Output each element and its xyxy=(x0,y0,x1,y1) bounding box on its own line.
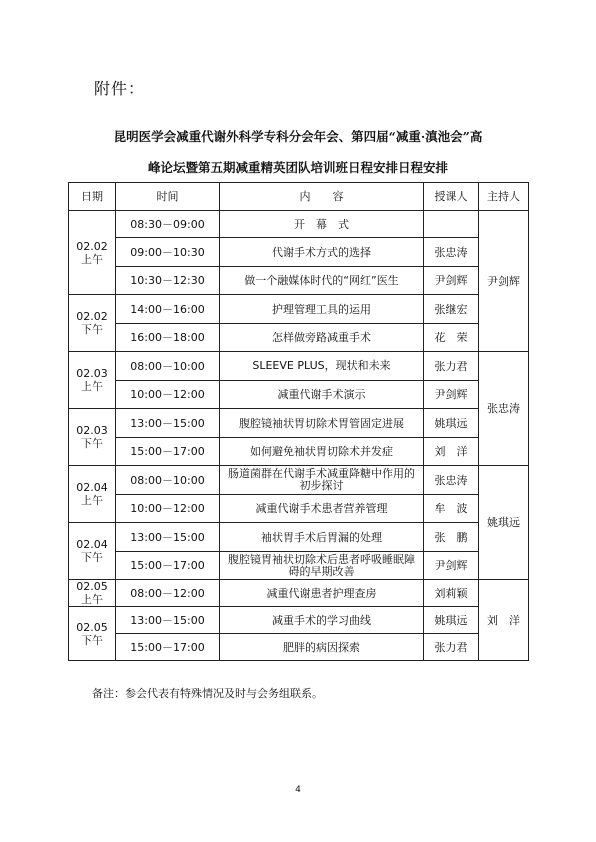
session-date: 02.02 上午 xyxy=(69,211,116,295)
session-time: 10:30－12:30 xyxy=(116,267,220,295)
session-date: 02.04 上午 xyxy=(69,466,116,523)
session-speaker: 张力君 xyxy=(424,634,479,661)
session-time: 15:00－17:00 xyxy=(116,552,220,580)
session-host: 姚琪远 xyxy=(479,466,529,580)
session-time: 10:00－12:00 xyxy=(116,381,220,409)
session-time: 14:00－16:00 xyxy=(116,295,220,324)
session-speaker: 刘 洋 xyxy=(424,438,479,466)
header-time: 时间 xyxy=(116,183,220,211)
session-speaker: 牟 波 xyxy=(424,495,479,523)
table-row xyxy=(69,438,529,466)
schedule-table xyxy=(68,182,529,661)
session-date: 02.03 上午 xyxy=(69,352,116,409)
session-date: 02.04 下午 xyxy=(69,523,116,580)
session-time: 09:00－10:30 xyxy=(116,238,220,267)
session-topic: 肠道菌群在代谢手术减重降糖中作用的初步探讨 xyxy=(220,466,424,495)
session-speaker: 尹剑辉 xyxy=(424,267,479,295)
session-speaker: 张忠涛 xyxy=(424,466,479,495)
table-row xyxy=(69,466,529,495)
session-speaker: 张继宏 xyxy=(424,295,479,324)
table-row xyxy=(69,580,529,607)
header-host: 主持人 xyxy=(479,183,529,211)
session-topic: 袖状胃手术后胃漏的处理 xyxy=(220,523,424,552)
header-topic: 内 容 xyxy=(220,183,424,211)
session-speaker: 尹剑辉 xyxy=(424,381,479,409)
session-speaker: 尹剑辉 xyxy=(424,552,479,580)
session-topic: 腹腔镜袖状胃切除术胃管固定进展 xyxy=(220,409,424,438)
session-time: 13:00－15:00 xyxy=(116,523,220,552)
session-topic: 减重代谢手术演示 xyxy=(220,381,424,409)
session-date: 02.03 下午 xyxy=(69,409,116,466)
table-row xyxy=(69,324,529,352)
session-date: 02.05 下午 xyxy=(69,607,116,661)
session-time: 08:00－10:00 xyxy=(116,466,220,495)
session-speaker: 张忠涛 xyxy=(424,238,479,267)
session-host: 尹剑辉 xyxy=(479,211,529,352)
attachment-label: 附件： xyxy=(94,79,146,98)
session-topic: 开 幕 式 xyxy=(220,211,424,238)
session-date: 02.02 下午 xyxy=(69,295,116,352)
session-speaker: 姚琪远 xyxy=(424,409,479,438)
session-time: 08:30－09:00 xyxy=(116,211,220,238)
session-topic: 如何避免袖状胃切除术并发症 xyxy=(220,438,424,466)
session-speaker: 张 鹏 xyxy=(424,523,479,552)
table-row xyxy=(69,295,529,324)
session-topic: 减重手术的学习曲线 xyxy=(220,607,424,634)
session-host: 刘 洋 xyxy=(479,580,529,661)
session-topic: 护理管理工具的运用 xyxy=(220,295,424,324)
session-topic: 减重代谢手术患者营养管理 xyxy=(220,495,424,523)
session-time: 13:00－15:00 xyxy=(116,409,220,438)
table-row xyxy=(69,634,529,661)
session-date: 02.05 上午 xyxy=(69,580,116,607)
session-speaker xyxy=(424,211,479,238)
header-date: 日期 xyxy=(69,183,116,211)
document-title-line-1: 昆明医学会减重代谢外科学专科分会年会、第四届“减重·滇池会”高 xyxy=(113,129,483,144)
session-time: 16:00－18:00 xyxy=(116,324,220,352)
session-time: 10:00－12:00 xyxy=(116,495,220,523)
session-topic: 肥胖的病因探索 xyxy=(220,634,424,661)
table-row xyxy=(69,267,529,295)
table-row xyxy=(69,352,529,381)
table-row xyxy=(69,607,529,634)
page-number: 4 xyxy=(295,785,301,795)
header-speaker: 授课人 xyxy=(424,183,479,211)
session-host: 张忠涛 xyxy=(479,352,529,466)
session-topic: 怎样做旁路减重手术 xyxy=(220,324,424,352)
table-row xyxy=(69,409,529,438)
document-title-line-2: 峰论坛暨第五期减重精英团队培训班日程安排日程安排 xyxy=(147,160,448,175)
session-time: 08:00－12:00 xyxy=(116,580,220,607)
session-speaker: 张力君 xyxy=(424,352,479,381)
session-topic: 代谢手术方式的选择 xyxy=(220,238,424,267)
session-time: 08:00－10:00 xyxy=(116,352,220,381)
session-speaker: 姚琪远 xyxy=(424,607,479,634)
session-topic: SLEEVE PLUS，现状和未来 xyxy=(220,352,424,381)
session-time: 15:00－17:00 xyxy=(116,438,220,466)
schedule-body xyxy=(69,211,529,661)
session-topic: 做一个融媒体时代的“网红”医生 xyxy=(220,267,424,295)
footnote: 备注：参会代表有特殊情况及时与会务组联系。 xyxy=(92,687,323,700)
table-header-row xyxy=(69,183,529,211)
table-row xyxy=(69,238,529,267)
session-time: 15:00－17:00 xyxy=(116,634,220,661)
table-row xyxy=(69,211,529,238)
table-row xyxy=(69,495,529,523)
session-time: 13:00－15:00 xyxy=(116,607,220,634)
session-topic: 减重代谢患者护理查房 xyxy=(220,580,424,607)
table-row xyxy=(69,552,529,580)
session-speaker: 刘莉颖 xyxy=(424,580,479,607)
table-row xyxy=(69,523,529,552)
session-speaker: 花 荣 xyxy=(424,324,479,352)
session-topic: 腹腔镜胃袖状切除术后患者呼吸睡眠障碍的早期改善 xyxy=(220,552,424,580)
table-row xyxy=(69,381,529,409)
